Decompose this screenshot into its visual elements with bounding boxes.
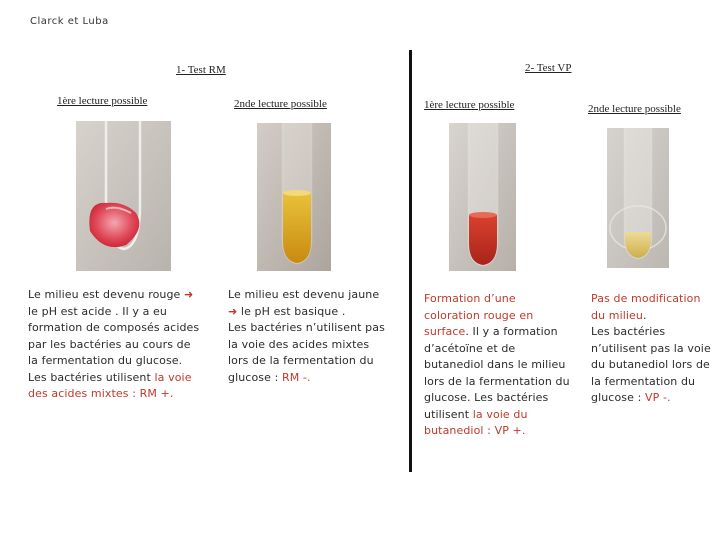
description-rm-second-line1: Le milieu est devenu jaune	[228, 288, 380, 301]
description-rm-first	[28, 287, 204, 403]
section-title-rm: 1- Test RM	[176, 64, 226, 76]
description-vp-first	[424, 291, 574, 440]
label-rm-first: 1ère lecture possible	[57, 95, 148, 107]
description-vp-second-body2: Les bactéries n’utilisent pas la voie du butanediol lors de la fermentation du glucose :	[591, 325, 711, 404]
arrow-right-icon: ➜	[184, 288, 194, 301]
description-vp-second-body: .	[642, 308, 647, 322]
description-vp-first-highlight1: Formation d’une coloration rouge en surface	[424, 292, 534, 338]
tube-photo-rm-yellow	[257, 123, 331, 271]
description-rm-first-body2: Les bactéries utilisent	[28, 370, 155, 384]
tube-photo-rm-red	[76, 121, 171, 271]
description-vp-second-highlight2: VP -.	[645, 391, 671, 404]
description-rm-second-body: le pH est basique .	[237, 304, 346, 318]
label-rm-second: 2nde lecture possible	[234, 98, 327, 110]
description-rm-first-body: le pH est acide . Il y a eu formation de composés acides par les bactéries au cours de la fermentation du glucose.	[28, 304, 200, 367]
description-rm-second	[228, 287, 386, 386]
tube-photo-vp-pale	[607, 128, 669, 268]
description-rm-first-line1: Le milieu est devenu rouge	[28, 288, 181, 301]
description-rm-first-highlight: la voie des acides mixtes : RM +.	[28, 370, 192, 400]
description-vp-first-body: . Il y a formation d’acétoïne et de butanediol dans le milieu lors de la fermentation du glucose. Les bactéries utilisent	[424, 325, 570, 421]
description-vp-second	[591, 291, 718, 407]
tube-photo-vp-red	[449, 123, 516, 271]
label-vp-second: 2nde lecture possible	[588, 103, 681, 115]
description-rm-second-body2: Les bactéries n’utilisent pas la voie des acides mixtes lors de la fermentation du glucose :	[228, 321, 385, 384]
arrow-right-icon: ➜	[228, 304, 238, 318]
authors: Clarck et Luba	[30, 16, 109, 27]
label-vp-first: 1ère lecture possible	[424, 99, 515, 111]
description-rm-second-highlight: RM -.	[282, 370, 311, 384]
section-title-vp: 2- Test VP	[525, 62, 572, 74]
description-vp-first-highlight2: la voie du butanediol : VP +.	[424, 407, 528, 437]
description-vp-second-highlight1: Pas de modification du milieu	[591, 292, 701, 322]
section-divider	[409, 50, 412, 472]
